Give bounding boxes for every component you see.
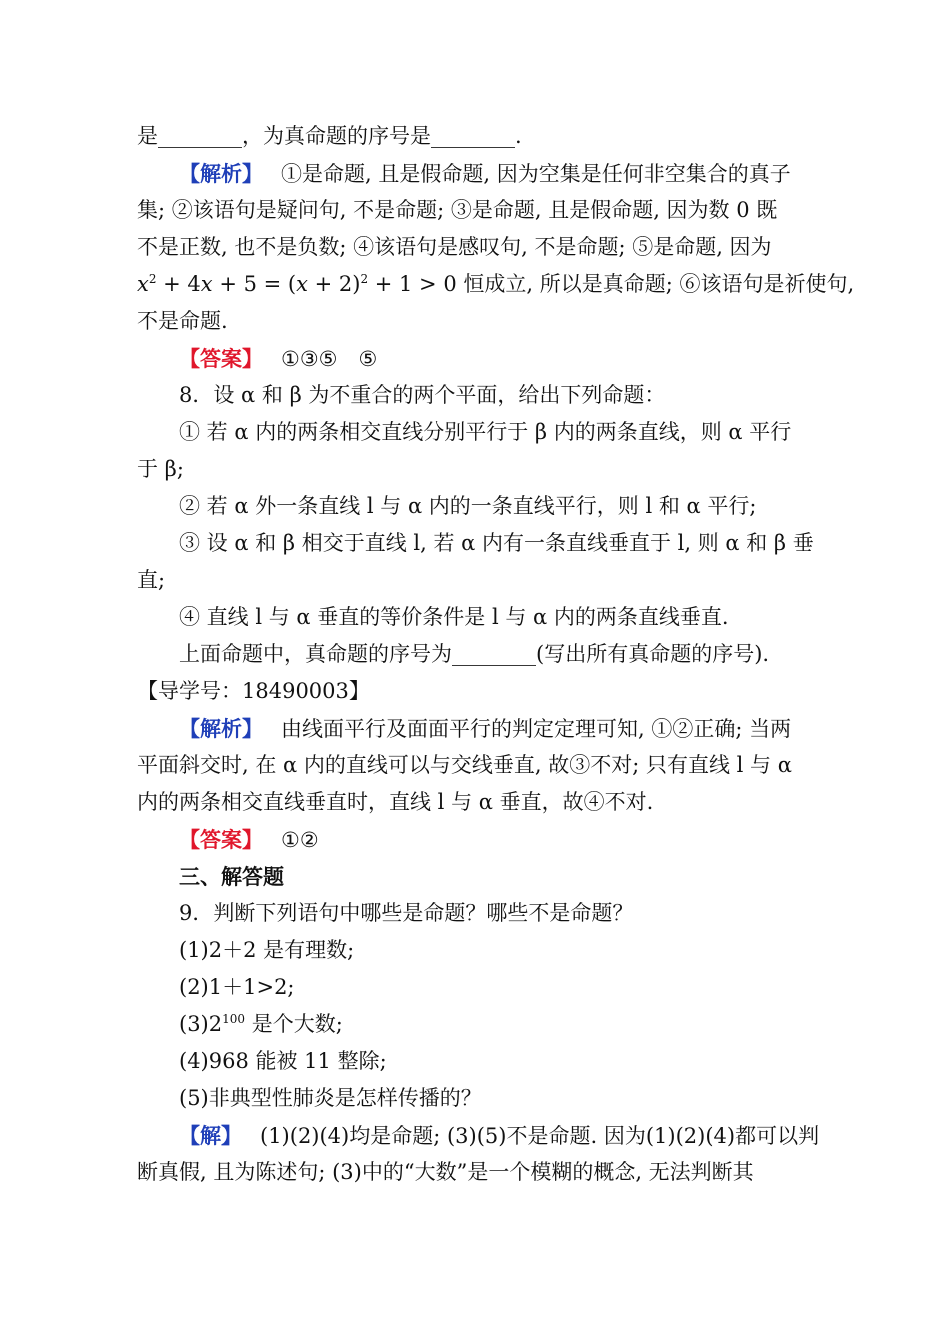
statement-text: (1)2＋2 是有理数; bbox=[179, 938, 355, 962]
statement-text: (4)968 能被 11 整除; bbox=[179, 1049, 387, 1073]
proposition-text: ④ 直线 l 与 α 垂直的等价条件是 l 与 α 内的两条直线垂直. bbox=[179, 605, 729, 629]
q9-statement-2 bbox=[137, 969, 817, 1006]
proposition-text: ② 若 α 外一条直线 l 与 α 内的一条直线平行，则 l 和 α 平行; bbox=[179, 494, 757, 518]
proposition-text: ③ 设 α 和 β 相交于直线 l, 若 α 内有一条直线垂直于 l, 则 α 和 β 垂 bbox=[179, 531, 814, 555]
q9-title bbox=[137, 895, 817, 932]
statement-text: 是个大数; bbox=[245, 1012, 343, 1036]
q7-answer bbox=[137, 340, 817, 377]
q8-proposition-3 bbox=[137, 525, 817, 562]
q9-statement-1 bbox=[137, 932, 817, 969]
math-exponent: 2 bbox=[360, 272, 369, 286]
q7-analysis-line-3 bbox=[137, 229, 817, 266]
question-text: 8．设 α 和 β 为不重合的两个平面，给出下列命题： bbox=[179, 383, 666, 407]
solution-text: 断真假, 且为陈述句; (3)中的“大数”是一个模糊的概念, 无法判断其 bbox=[137, 1160, 754, 1184]
math-var: x bbox=[296, 272, 308, 296]
analysis-text: 内的两条相交直线垂直时，直线 l 与 α 垂直，故④不对. bbox=[137, 790, 654, 814]
q8-proposition-2 bbox=[137, 488, 817, 525]
section-title bbox=[137, 858, 817, 895]
analysis-text: 不是命题. bbox=[137, 309, 228, 333]
statement-text: (2)1＋1>2; bbox=[179, 975, 295, 999]
q8-title bbox=[137, 377, 817, 414]
math-text: + 4 bbox=[156, 272, 201, 296]
answer-text: ①③⑤ ⑤ bbox=[281, 347, 378, 371]
analysis-text: ①是命题, 且是假命题, 因为空集是任何非空集合的真子 bbox=[281, 162, 791, 186]
question-text: 上面命题中，真命题的序号为________(写出所有真命题的序号). bbox=[179, 642, 770, 666]
q7-analysis-line-2 bbox=[137, 192, 817, 229]
q8-proposition-4 bbox=[137, 599, 817, 636]
q9-solution-line-1 bbox=[137, 1117, 820, 1154]
question-text: 9．判断下列语句中哪些是命题？哪些不是命题？ bbox=[179, 901, 634, 925]
math-var: x bbox=[200, 272, 213, 296]
q8-ask bbox=[137, 636, 817, 673]
q7-analysis-line-5 bbox=[137, 303, 817, 340]
q8-proposition-1-cont bbox=[137, 451, 817, 488]
q8-answer bbox=[137, 821, 817, 858]
math-exponent: 2 bbox=[148, 272, 157, 286]
q9-statement-3 bbox=[137, 1006, 817, 1043]
analysis-text: 不是正数, 也不是负数; ④该语句是感叹句, 不是命题; ⑤是命题, 因为 bbox=[137, 235, 772, 259]
analysis-text: + 1 > 0 恒成立, 所以是真命题; ⑥该语句是祈使句, bbox=[368, 272, 855, 296]
analysis-text: 集; ②该语句是疑问句, 不是命题; ③是命题, 且是假命题, 因为数 0 既 bbox=[137, 198, 778, 222]
q8-guide-number bbox=[137, 673, 817, 710]
proposition-text: 直; bbox=[137, 568, 166, 592]
q7-analysis-line-4 bbox=[137, 266, 855, 303]
q9-statement-4 bbox=[137, 1043, 817, 1080]
q8-analysis-line-3 bbox=[137, 784, 817, 821]
q8-proposition-1 bbox=[137, 414, 817, 451]
q7-analysis-line-1 bbox=[137, 155, 817, 192]
analysis-text: 由线面平行及面面平行的判定定理可知, ①②正确; 当两 bbox=[281, 717, 792, 741]
statement-text: (3)2 bbox=[179, 1012, 223, 1036]
answer-tag: 【答案】 bbox=[179, 827, 263, 852]
section-title-text: 三、解答题 bbox=[179, 864, 284, 889]
q8-proposition-3-cont bbox=[137, 562, 817, 599]
analysis-tag: 【解析】 bbox=[179, 716, 263, 741]
proposition-text: ① 若 α 内的两条相交直线分别平行于 β 内的两条直线，则 α 平行 bbox=[179, 420, 792, 444]
answer-text: ①② bbox=[281, 828, 319, 852]
guide-number: 【导学号：18490003】 bbox=[137, 679, 370, 703]
document-page bbox=[137, 118, 855, 1191]
math-text: + 5 = ( bbox=[212, 272, 297, 296]
proposition-text: 于 β; bbox=[137, 457, 184, 481]
solution-tag: 【解】 bbox=[179, 1123, 242, 1148]
q7-continuation-text: 是________，为真命题的序号是________. bbox=[137, 124, 522, 148]
math-exponent: 100 bbox=[222, 1012, 246, 1026]
q7-continuation bbox=[137, 118, 817, 155]
analysis-text: 平面斜交时, 在 α 内的直线可以与交线垂直, 故③不对; 只有直线 l 与 α bbox=[137, 753, 792, 777]
analysis-tag: 【解析】 bbox=[179, 161, 263, 186]
q9-statement-5 bbox=[137, 1080, 817, 1117]
math-var: x bbox=[137, 272, 149, 296]
q8-analysis-line-1 bbox=[137, 710, 817, 747]
q9-solution-line-2 bbox=[137, 1154, 817, 1191]
answer-tag: 【答案】 bbox=[179, 346, 263, 371]
solution-text: (1)(2)(4)均是命题; (3)(5)不是命题. 因为(1)(2)(4)都可以判 bbox=[260, 1124, 820, 1148]
q8-analysis-line-2 bbox=[137, 747, 817, 784]
statement-text: (5)非典型性肺炎是怎样传播的？ bbox=[179, 1086, 482, 1110]
math-text: + 2) bbox=[307, 272, 361, 296]
